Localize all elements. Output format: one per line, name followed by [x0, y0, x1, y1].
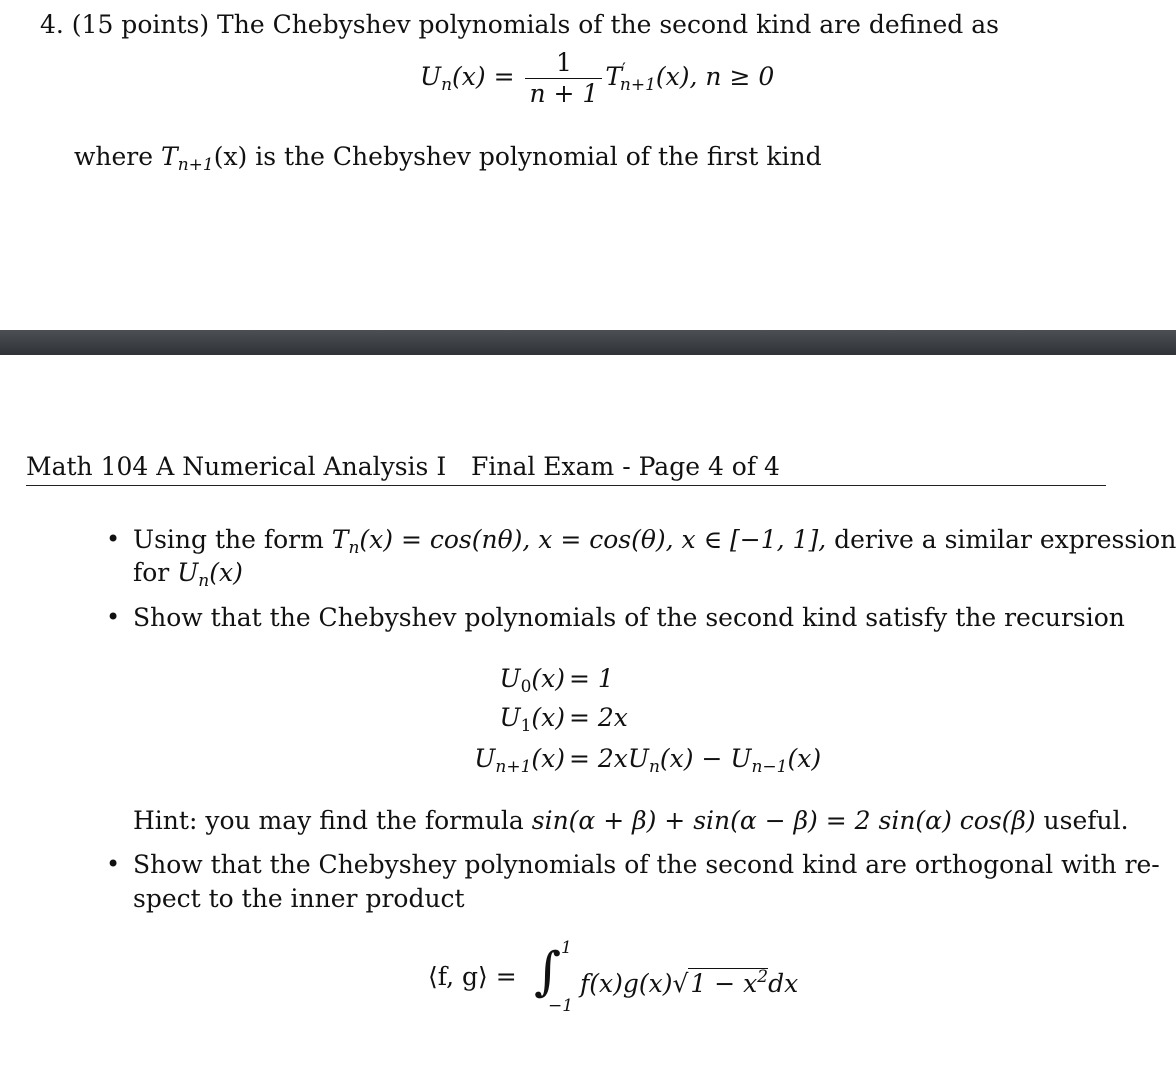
bullet-1-line-2: for $U_n(x)$	[133, 558, 243, 591]
inner-product-lhs: ⟨f, g⟩ =	[428, 962, 517, 991]
problem-intro: The Chebyshev polynomials of the second kind are defined as	[217, 10, 999, 39]
integral-upper-limit: 1	[561, 938, 572, 958]
integral-sign: ∫	[534, 942, 562, 1002]
integrand: $f(x)g(x)√1 - x^2dx$	[580, 967, 799, 998]
recursion-row-1-rhs: = 2x	[569, 703, 628, 732]
recursion-row-0-rhs: = 1	[569, 664, 614, 693]
recursion-row-2-rhs: = $2xU_n(x) - U_{n-1}(x)$	[569, 744, 822, 777]
header-rule	[26, 485, 1106, 486]
bullet-1-marker: •	[106, 525, 121, 553]
bullet-3-marker: •	[106, 850, 121, 878]
integral-lower-limit: −1	[548, 996, 574, 1016]
bullet-3-line-1: Show that the Chebyshey polynomials of the second kind are orthogonal with re-	[133, 850, 1160, 879]
fraction: $\frac{1}{n + 1}$	[525, 48, 602, 109]
definition-equation: $U_n(x)$ = $\frac{1}{n + 1}$ $T'_{n+1}(x)$, n ≥ 0	[420, 48, 775, 108]
bullet-2-marker: •	[106, 603, 121, 631]
course-title: Math 104 A Numerical Analysis I	[26, 452, 447, 481]
where-line: where $T_{n+1}(x)$ is the Chebyshev polynomial of the first kind	[74, 142, 822, 175]
page-info: Final Exam - Page 4 of 4	[471, 452, 780, 481]
bullet-2-text: Show that the Chebyshev polynomials of the second kind satisfy the recursion	[133, 603, 1125, 632]
bullet-1-line-1: Using the form $T_n(x) = \cos(n\theta)$, x = cos(θ), x ∈ [−1, 1], derive a similar expression	[133, 525, 1176, 558]
problem-number: 4. (15 points)	[40, 10, 210, 39]
bullet-3-line-2: spect to the inner product	[133, 884, 465, 913]
page-separator	[0, 330, 1176, 355]
problem-heading	[40, 10, 999, 40]
hint-line: Hint: you may find the formula sin(α + β) + sin(α − β) = 2 sin(α) cos(β) useful.	[133, 806, 1129, 835]
